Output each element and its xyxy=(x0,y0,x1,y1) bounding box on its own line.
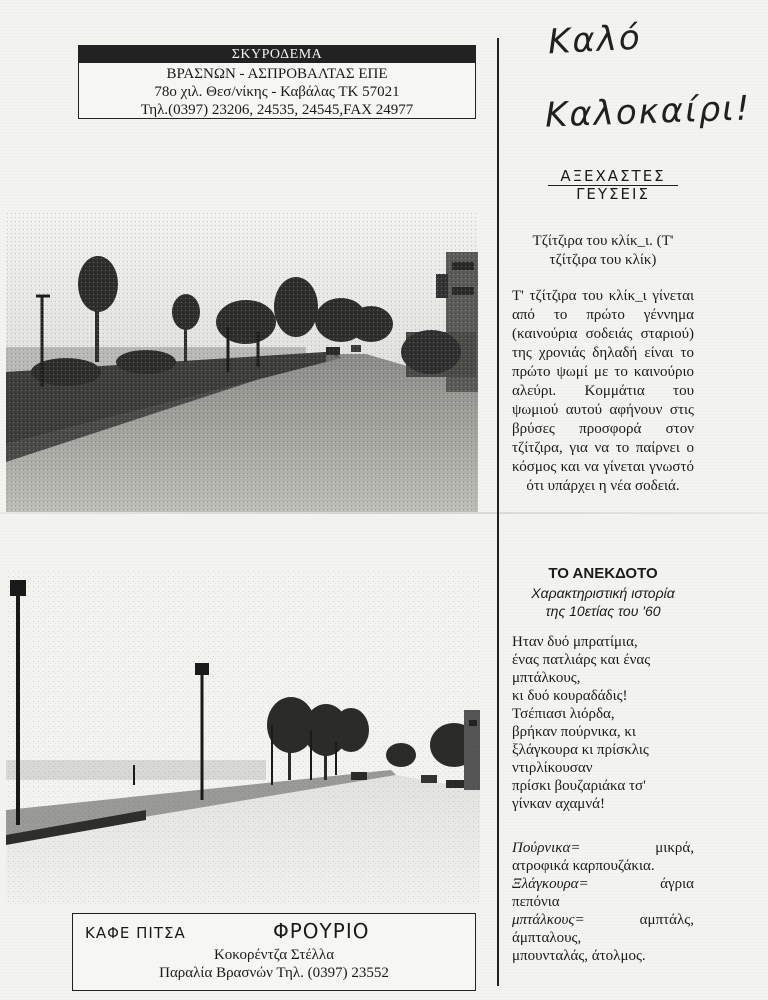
poem-line: πρίσκι βουζαριάκα τσ' xyxy=(512,778,646,794)
road-photo-top xyxy=(6,212,478,512)
poem-line: μπτάλκους, xyxy=(512,670,581,686)
poem-line: Ηταν δυό μπρατίμια, xyxy=(512,634,638,650)
column-divider xyxy=(497,38,499,986)
glossary-meaning: ατροφικά καρπουζάκια. xyxy=(512,858,655,874)
glossary-row xyxy=(512,857,694,875)
glossary-meaning: άμπταλους, xyxy=(512,930,582,946)
paper-fold xyxy=(0,512,768,514)
ad-phones: Τηλ.(0397) 23206, 24535, 24545,FAX 24977 xyxy=(140,102,414,118)
cafe-address: Παραλία Βρασνών Τηλ. (0397) 23552 xyxy=(159,965,389,981)
glossary-meaning: μπουνταλάς, άτολμος. xyxy=(512,948,646,964)
handwritten-greeting-line1: Καλό xyxy=(547,17,643,63)
ad-company-name: ΒΡΑΣΝΩΝ - ΑΣΠΡΟΒΑΛΤΑΣ ΕΠΕ xyxy=(166,66,388,82)
cafe-pizza-ad xyxy=(72,913,476,991)
ad-address: 78ο χιλ. Θεσ/νίκης - Καβάλας ΤΚ 57021 xyxy=(154,84,400,100)
glossary-term: Πούρνικα= xyxy=(512,840,581,856)
poem-line: ένας πατλιάρς και ένας xyxy=(512,652,651,668)
cafe-pizza-handwritten: ΚΑΦΕ ΠΙΤΣΑ xyxy=(85,924,186,942)
poem-line: Τσέπιασι λιόρδα, xyxy=(512,706,615,722)
poem-line: βρήκαν πούρνικα, κι xyxy=(512,724,636,740)
glossary-row xyxy=(512,893,694,911)
poem-line: κι δυό κουραδάδις! xyxy=(512,688,628,704)
glossary-row xyxy=(512,875,694,893)
glossary-meaning: άγρια xyxy=(660,876,694,892)
poem-line: ξλάγκουρα κι πρίσκλις xyxy=(512,742,649,758)
glossary-row xyxy=(512,947,694,965)
anecdote-subtitle xyxy=(512,584,694,620)
tastes-section-title xyxy=(548,168,678,203)
glossary-row xyxy=(512,839,694,857)
tastes-title-line1: ΑΞΕΧΑΣΤΕΣ xyxy=(548,168,678,186)
ad-banner-title: ΣΚΥΡΟΔΕΜΑ xyxy=(79,46,475,63)
anecdote-title: ΤΟ ΑΝΕΚΔΟΤΟ xyxy=(548,565,658,582)
glossary-meaning: αμπτάλς, xyxy=(639,912,694,928)
anecdote-subtitle-line1: Χαρακτηριστική ιστορία xyxy=(531,585,675,601)
tastes-paragraph: Τ' τζίτζιρα του κλίκ_ι γίνεται από το πρώτο γέννημα (καινούρια σοδειάς σταριού) της χρονιάς δηλαδή είναι το πρώτο ψωμί με το καινούριο αλεύρι. Κομμάτια του ψωμιού αυτού αφήνουν στις βρύσες προσφορά στον τζίτζιρα, για να το παίρνει ο κόσμος και να γίνεται γνωστό ότι υπάρχει η νέα σοδειά. xyxy=(512,288,694,494)
glossary-meaning: μικρά, xyxy=(655,840,694,856)
anecdote-glossary xyxy=(512,839,694,965)
glossary-row xyxy=(512,911,694,929)
cafe-brand-name: ΦΡΟΥΡΙΟ xyxy=(273,919,370,943)
poem-line: γίνκαν αχαμνά! xyxy=(512,796,605,812)
tastes-title-line2: ΓΕΥΣΕΙΣ xyxy=(576,185,650,203)
glossary-meaning: πεπόνια xyxy=(512,894,560,910)
handwritten-greeting-line2: Καλοκαίρι! xyxy=(544,88,752,136)
anecdote-poem xyxy=(512,633,694,813)
tastes-subtitle: Τζίτζιρα του κλίκ_ι. (Τ' τζίτζιρα του κλίκ) xyxy=(532,233,674,268)
poem-line: ντιρλίκουσαν xyxy=(512,760,593,776)
glossary-row xyxy=(512,929,694,947)
glossary-term: Ξλάγκουρα= xyxy=(512,876,589,892)
road-photo-bottom xyxy=(6,570,480,905)
cafe-owner: Κοκορέντζα Στέλλα xyxy=(213,947,335,963)
anecdote-subtitle-line2: της 10ετίας του '60 xyxy=(545,603,661,619)
concrete-company-ad xyxy=(78,45,476,119)
glossary-term: μπτάλκους= xyxy=(512,912,585,928)
